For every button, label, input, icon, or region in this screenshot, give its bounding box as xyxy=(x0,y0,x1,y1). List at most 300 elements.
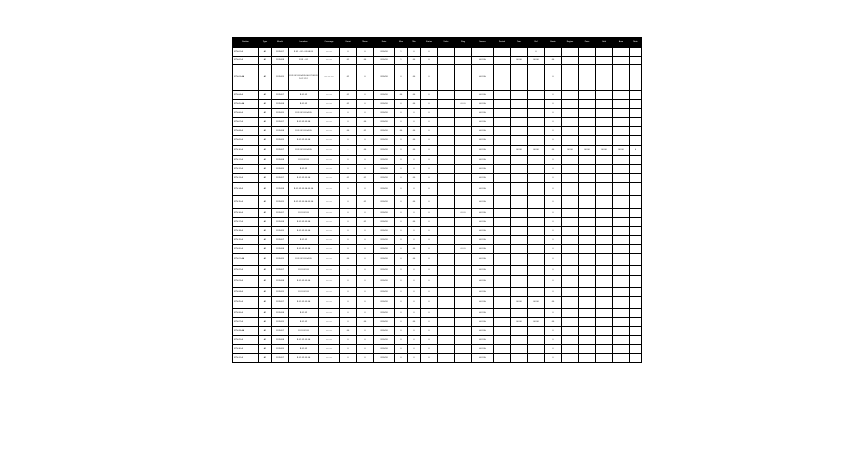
table-cell: R 01 02 03 04 05 xyxy=(289,146,319,156)
table-cell: ---- ---- xyxy=(319,254,340,266)
table-cell xyxy=(579,266,596,276)
table-cell: STN-14 A xyxy=(233,183,259,196)
table-cell: 0 xyxy=(340,109,357,118)
table-cell xyxy=(613,354,630,363)
table-cell xyxy=(562,227,579,236)
table-cell xyxy=(438,183,455,196)
table-cell xyxy=(630,309,642,318)
table-cell: 2/09/03 xyxy=(374,354,395,363)
table-cell: A 01 A xyxy=(472,91,494,100)
table-cell xyxy=(455,146,472,156)
table-cell xyxy=(494,109,511,118)
table-cell xyxy=(494,276,511,288)
table-cell: 2015/07 xyxy=(272,174,289,183)
table-cell xyxy=(511,118,528,127)
table-cell xyxy=(630,136,642,146)
table-cell xyxy=(630,156,642,165)
table-cell xyxy=(455,276,472,288)
table-cell xyxy=(438,245,455,254)
table-cell xyxy=(528,91,545,100)
table-cell xyxy=(528,254,545,266)
table-cell: 0 xyxy=(408,236,421,245)
table-cell: 2/09/03 xyxy=(374,345,395,354)
table-row xyxy=(233,100,642,109)
table-row xyxy=(233,146,642,156)
table-cell: 00 xyxy=(395,91,408,100)
table-cell: R 01 02 03 04 xyxy=(289,218,319,227)
table-cell xyxy=(455,136,472,146)
table-cell: 0 xyxy=(340,218,357,227)
table-cell: 0 xyxy=(421,288,438,297)
table-cell xyxy=(579,354,596,363)
table-cell: 0 xyxy=(421,227,438,236)
table-cell xyxy=(630,327,642,336)
table-cell: 0 xyxy=(545,327,562,336)
table-cell xyxy=(494,327,511,336)
table-cell: 0 xyxy=(340,336,357,345)
table-cell xyxy=(528,236,545,245)
table-cell xyxy=(613,165,630,174)
table-cell: 0 xyxy=(545,309,562,318)
table-cell: A 01 A xyxy=(472,136,494,146)
table-cell: A 01 A xyxy=(472,236,494,245)
table-row xyxy=(233,218,642,227)
table-cell xyxy=(511,336,528,345)
table-cell xyxy=(511,174,528,183)
table-cell xyxy=(562,276,579,288)
table-cell xyxy=(438,174,455,183)
table-cell: 00 xyxy=(408,57,421,65)
table-cell: R 01 02 03 xyxy=(289,156,319,165)
table-cell xyxy=(494,127,511,136)
table-cell xyxy=(511,165,528,174)
table-cell xyxy=(613,100,630,109)
table-cell: 0 xyxy=(357,91,374,100)
table-cell xyxy=(528,227,545,236)
table-cell: 0 xyxy=(545,100,562,109)
table-cell: 0 xyxy=(340,118,357,127)
table-cell: 0 xyxy=(421,100,438,109)
table-cell: STN-27 A xyxy=(233,318,259,327)
table-cell: 2015/08 xyxy=(272,336,289,345)
table-cell xyxy=(438,236,455,245)
table-cell xyxy=(438,336,455,345)
table-cell: R 01 02 03 04 xyxy=(289,227,319,236)
table-cell xyxy=(455,174,472,183)
column-header: Station xyxy=(233,38,259,48)
table-cell xyxy=(438,127,455,136)
table-cell: 0 xyxy=(395,156,408,165)
table-cell: 2015/08 xyxy=(272,276,289,288)
table-cell: 00 xyxy=(545,146,562,156)
table-cell: A 01 A xyxy=(472,254,494,266)
table-cell xyxy=(596,318,613,327)
table-cell: ---- ---- xyxy=(319,109,340,118)
table-cell xyxy=(630,65,642,91)
table-cell: ---- ---- xyxy=(319,174,340,183)
table-cell xyxy=(455,309,472,318)
table-cell xyxy=(630,118,642,127)
table-cell: R 01 - 02 xyxy=(289,57,319,65)
table-cell xyxy=(438,218,455,227)
table-cell: 0 xyxy=(421,254,438,266)
table-cell xyxy=(630,127,642,136)
table-cell: STN-18 A xyxy=(233,227,259,236)
table-cell xyxy=(562,309,579,318)
table-cell xyxy=(511,345,528,354)
table-cell xyxy=(494,118,511,127)
table-cell: 0 xyxy=(395,318,408,327)
table-cell xyxy=(613,127,630,136)
table-cell: 0 xyxy=(545,65,562,91)
table-cell: 00 00 xyxy=(528,297,545,309)
table-cell xyxy=(438,266,455,276)
table-cell xyxy=(562,100,579,109)
table-cell xyxy=(613,209,630,218)
table-cell xyxy=(613,236,630,245)
table-cell xyxy=(438,276,455,288)
table-cell xyxy=(511,236,528,245)
table-cell: ---- ---- xyxy=(319,196,340,209)
table-cell: 0 xyxy=(408,227,421,236)
table-cell: A 01 A xyxy=(472,245,494,254)
table-cell: 0 xyxy=(340,136,357,146)
table-cell: R 01 02 03 04 xyxy=(289,136,319,146)
table-cell xyxy=(596,345,613,354)
table-cell: 01 xyxy=(340,174,357,183)
table-cell: 2015/08 xyxy=(272,245,289,254)
table-cell xyxy=(630,91,642,100)
table-cell: 0 xyxy=(421,183,438,196)
table-row xyxy=(233,109,642,118)
table-cell: 00 xyxy=(408,218,421,227)
table-cell: R 01 02 xyxy=(289,100,319,109)
table-cell xyxy=(438,48,455,57)
table-cell: 0 xyxy=(395,136,408,146)
table-cell: 0 xyxy=(340,297,357,309)
table-cell xyxy=(579,297,596,309)
table-cell xyxy=(579,209,596,218)
table-row xyxy=(233,183,642,196)
table-cell: 2015/08 xyxy=(272,100,289,109)
table-cell xyxy=(528,196,545,209)
table-cell: 00 xyxy=(408,196,421,209)
column-header: Month xyxy=(272,38,289,48)
table-cell: A1 xyxy=(259,127,272,136)
table-cell: 1 xyxy=(395,57,408,65)
table-cell xyxy=(455,183,472,196)
table-cell xyxy=(562,118,579,127)
table-cell: 2015/09 xyxy=(272,345,289,354)
table-cell: 00 00 xyxy=(528,57,545,65)
table-cell xyxy=(579,318,596,327)
column-header: Min xyxy=(408,38,421,48)
table-row xyxy=(233,297,642,309)
data-table xyxy=(232,37,642,363)
table-cell: 2015/09 xyxy=(272,227,289,236)
table-cell: ---- ---- xyxy=(319,327,340,336)
table-cell: 0 xyxy=(357,327,374,336)
table-cell: A1 xyxy=(259,209,272,218)
table-cell xyxy=(562,57,579,65)
table-cell xyxy=(438,57,455,65)
table-cell: 0 xyxy=(357,156,374,165)
table-cell xyxy=(528,309,545,318)
table-cell: A1 xyxy=(259,91,272,100)
table-cell: ---- ---- xyxy=(319,48,340,57)
table-row xyxy=(233,209,642,218)
table-cell xyxy=(455,196,472,209)
table-cell xyxy=(528,156,545,165)
table-cell xyxy=(579,288,596,297)
table-cell xyxy=(630,288,642,297)
table-cell: A1 xyxy=(259,48,272,57)
table-cell: A1 xyxy=(259,266,272,276)
table-cell: R 01 02 03 xyxy=(289,209,319,218)
table-cell: STN-10 A xyxy=(233,146,259,156)
table-row xyxy=(233,288,642,297)
table-cell xyxy=(438,288,455,297)
table-cell xyxy=(596,136,613,146)
table-cell xyxy=(613,254,630,266)
table-cell xyxy=(579,165,596,174)
table-cell xyxy=(630,297,642,309)
table-cell: 00 xyxy=(357,146,374,156)
table-cell xyxy=(562,136,579,146)
table-cell xyxy=(438,297,455,309)
table-cell xyxy=(630,254,642,266)
table-cell xyxy=(630,183,642,196)
table-cell: A1 xyxy=(259,318,272,327)
table-cell xyxy=(455,57,472,65)
table-cell: A1 xyxy=(259,183,272,196)
table-cell xyxy=(455,318,472,327)
table-cell: 00 xyxy=(408,318,421,327)
table-row xyxy=(233,174,642,183)
table-cell xyxy=(613,156,630,165)
table-cell: A1 xyxy=(259,146,272,156)
table-cell: 0 xyxy=(340,309,357,318)
table-cell: 0 xyxy=(408,48,421,57)
table-cell xyxy=(494,266,511,276)
table-cell xyxy=(438,345,455,354)
table-cell xyxy=(596,276,613,288)
table-cell: 2/09/03 xyxy=(374,165,395,174)
table-cell: 2/09/03 xyxy=(374,245,395,254)
table-cell: R 01 02 03 04 xyxy=(289,174,319,183)
table-cell xyxy=(579,218,596,227)
table-cell: 0 xyxy=(408,297,421,309)
column-header: Period xyxy=(494,38,511,48)
table-cell xyxy=(579,118,596,127)
table-cell: STN-01 A xyxy=(233,48,259,57)
table-cell: STN-20 A xyxy=(233,245,259,254)
table-cell: 0 xyxy=(395,345,408,354)
table-cell: 00 xyxy=(408,65,421,91)
table-cell xyxy=(511,127,528,136)
table-cell: 2/09/03 xyxy=(374,156,395,165)
table-cell xyxy=(630,345,642,354)
table-row xyxy=(233,165,642,174)
table-cell xyxy=(613,196,630,209)
table-cell xyxy=(455,254,472,266)
table-cell: 0 xyxy=(545,136,562,146)
table-cell xyxy=(562,245,579,254)
table-cell xyxy=(630,245,642,254)
table-cell xyxy=(494,209,511,218)
table-cell xyxy=(562,156,579,165)
table-row xyxy=(233,227,642,236)
table-cell: 0 xyxy=(357,183,374,196)
table-cell: 2/09/03 xyxy=(374,146,395,156)
table-cell: 2/09/03 xyxy=(374,336,395,345)
table-cell xyxy=(562,336,579,345)
table-cell: 0 xyxy=(340,354,357,363)
table-cell: 0 xyxy=(421,118,438,127)
table-cell: 2/09/03 xyxy=(374,297,395,309)
table-cell: 0 xyxy=(545,156,562,165)
table-cell: 0 xyxy=(421,327,438,336)
table-cell: 0 xyxy=(545,236,562,245)
table-cell xyxy=(494,236,511,245)
table-cell xyxy=(494,227,511,236)
table-cell xyxy=(511,196,528,209)
table-cell: 0 xyxy=(421,165,438,174)
table-cell: 2015/07 xyxy=(272,48,289,57)
table-cell: 2/09/03 xyxy=(374,91,395,100)
table-cell xyxy=(579,109,596,118)
table-cell xyxy=(438,65,455,91)
table-cell xyxy=(511,327,528,336)
table-cell: A1 xyxy=(259,336,272,345)
table-cell xyxy=(596,118,613,127)
table-cell: 0 xyxy=(357,336,374,345)
table-cell xyxy=(455,218,472,227)
table-cell: 0 xyxy=(421,174,438,183)
table-cell xyxy=(562,266,579,276)
table-cell: R 01 02 03 xyxy=(289,266,319,276)
table-cell xyxy=(455,336,472,345)
table-cell: A1 xyxy=(259,156,272,165)
table-cell xyxy=(596,218,613,227)
table-cell xyxy=(613,136,630,146)
table-cell xyxy=(596,196,613,209)
table-cell: 0 xyxy=(421,109,438,118)
table-cell: 01 xyxy=(357,218,374,227)
table-cell xyxy=(579,91,596,100)
table-cell: 00 00 xyxy=(596,146,613,156)
table-cell xyxy=(511,109,528,118)
table-cell: STN-30 A xyxy=(233,345,259,354)
table-cell xyxy=(511,156,528,165)
table-cell xyxy=(438,109,455,118)
table-cell: STN-28 AA xyxy=(233,327,259,336)
table-cell: 0 xyxy=(340,236,357,245)
table-cell: - xyxy=(340,146,357,156)
table-cell xyxy=(630,218,642,227)
table-cell: 00 xyxy=(408,174,421,183)
table-cell xyxy=(528,100,545,109)
table-cell xyxy=(528,118,545,127)
column-header: Zone xyxy=(579,38,596,48)
table-cell xyxy=(455,65,472,91)
column-header: Type xyxy=(259,38,272,48)
table-cell: STN-25 A xyxy=(233,297,259,309)
table-cell: 0 xyxy=(545,288,562,297)
column-header: Date xyxy=(374,38,395,48)
table-cell xyxy=(528,136,545,146)
table-cell: 2015/09 xyxy=(272,109,289,118)
table-cell: 00 xyxy=(408,91,421,100)
table-cell: 0 xyxy=(395,165,408,174)
table-cell xyxy=(562,297,579,309)
table-cell: A1 xyxy=(259,136,272,146)
table-cell: 2/09/03 xyxy=(374,327,395,336)
table-cell: 0 xyxy=(408,345,421,354)
table-cell: 2015/07 xyxy=(272,297,289,309)
table-cell: 0 xyxy=(395,218,408,227)
table-cell: STN-24 A xyxy=(233,288,259,297)
table-cell: ---- ---- xyxy=(319,118,340,127)
column-header: Status xyxy=(421,38,438,48)
table-cell: 0 xyxy=(340,183,357,196)
table-cell xyxy=(630,48,642,57)
table-cell xyxy=(613,48,630,57)
table-cell xyxy=(528,65,545,91)
table-cell: 0 xyxy=(528,48,545,57)
table-cell xyxy=(579,136,596,146)
table-cell: 01 xyxy=(340,65,357,91)
table-cell xyxy=(528,327,545,336)
table-cell: A 01 A xyxy=(472,336,494,345)
table-cell: 0 xyxy=(408,336,421,345)
table-cell: 2015/07 xyxy=(272,266,289,276)
table-cell xyxy=(545,48,562,57)
table-cell xyxy=(494,146,511,156)
table-cell xyxy=(438,354,455,363)
table-cell: 0 xyxy=(421,354,438,363)
table-cell: 0 xyxy=(421,309,438,318)
table-row xyxy=(233,266,642,276)
table-cell: A 01 A xyxy=(472,209,494,218)
table-cell xyxy=(562,109,579,118)
table-cell: 0 xyxy=(545,276,562,288)
table-cell: 0 xyxy=(395,196,408,209)
table-cell: STN-16 A xyxy=(233,209,259,218)
table-cell xyxy=(562,127,579,136)
table-cell: 0 xyxy=(340,165,357,174)
table-cell xyxy=(630,354,642,363)
table-cell: 0 xyxy=(357,48,374,57)
table-cell: 0 xyxy=(395,227,408,236)
table-cell: STN-31 A xyxy=(233,354,259,363)
table-cell xyxy=(438,327,455,336)
table-cell xyxy=(494,136,511,146)
table-cell: 0 xyxy=(357,276,374,288)
table-cell: A 01 A xyxy=(472,146,494,156)
column-header: Year xyxy=(511,38,528,48)
table-cell: 2/09/03 xyxy=(374,118,395,127)
table-cell: 0 xyxy=(395,174,408,183)
table-cell: 0 xyxy=(421,318,438,327)
table-cell xyxy=(562,254,579,266)
table-cell: 00 xyxy=(408,245,421,254)
table-cell: 0 xyxy=(408,276,421,288)
table-cell: 2/09/03 xyxy=(374,254,395,266)
table-cell xyxy=(438,196,455,209)
table-cell: ---- ---- xyxy=(319,354,340,363)
table-cell xyxy=(528,109,545,118)
